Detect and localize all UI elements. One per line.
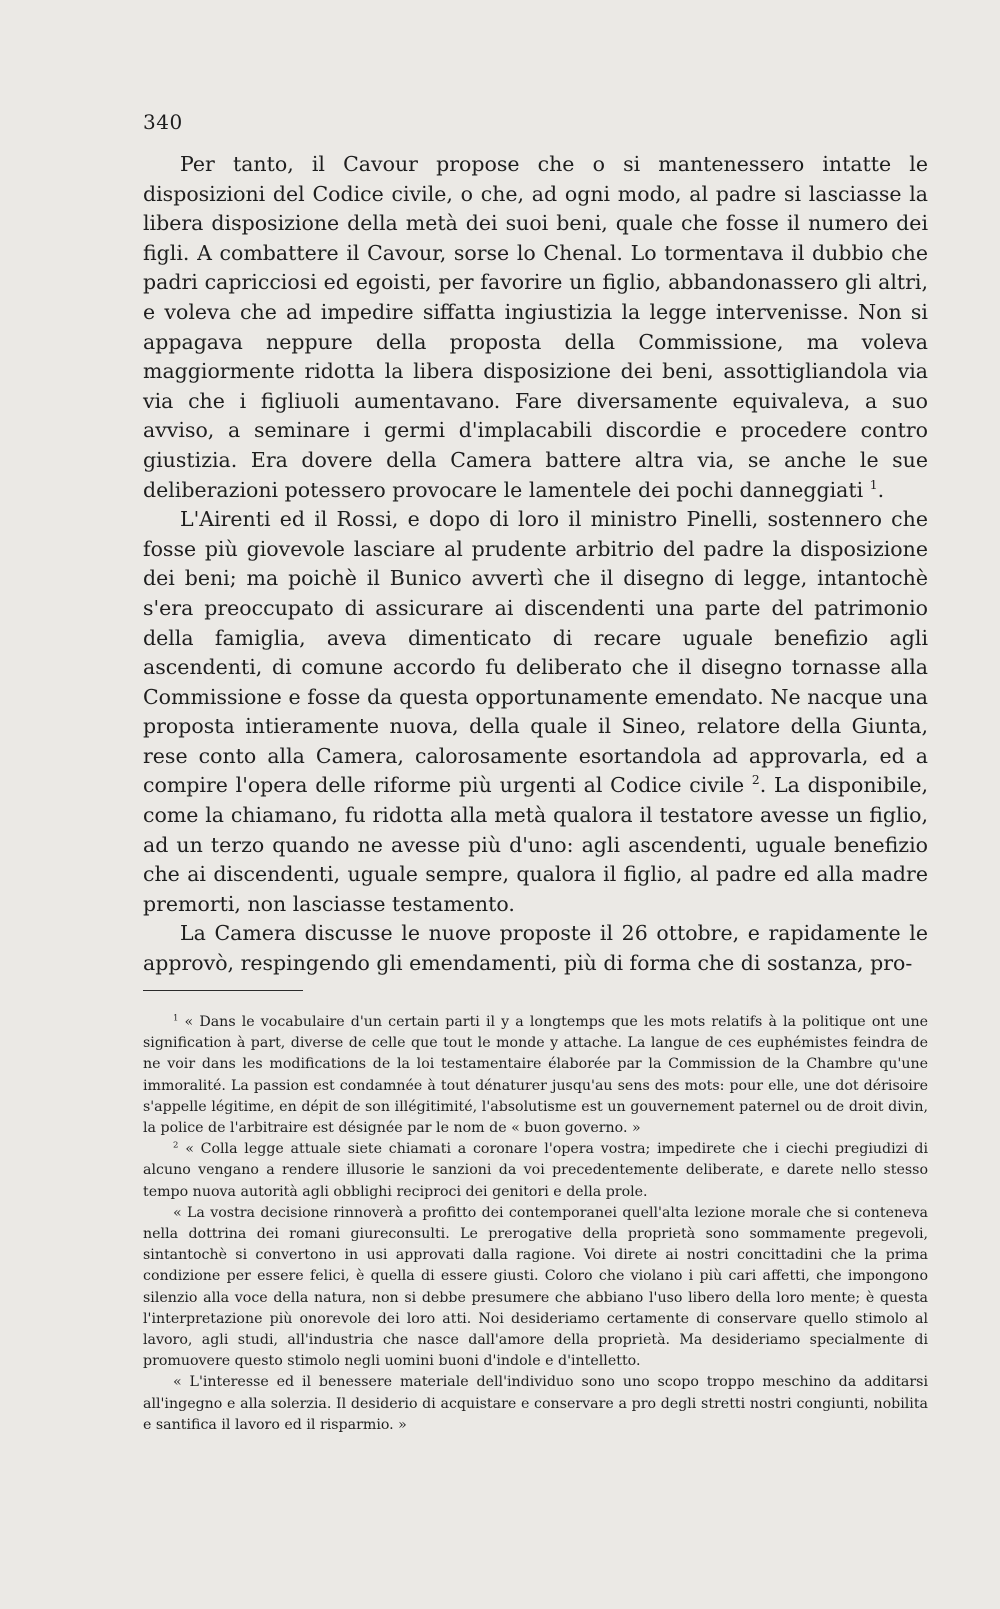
paragraph-text: Per tanto, il Cavour propose che o si mantenessero intatte le disposizioni del Codice civile, o che, ad ogni modo, al padre si lasciasse la libera disposizione della metà dei suoi beni, quale che fosse il numero dei figli. A combattere il Cavour, sorse lo Chenal. Lo tormentava il dubbio che padri capricciosi ed egoisti, per favorire un figlio, abbandonassero gli altri, e voleva che ad impedire siffatta ingiustizia la legge intervenisse. Non si appagava neppure della proposta della Commissione, ma voleva maggiormente ridotta la libera disposizione dei beni, assottigliandola via via che i figliuoli aumentavano. Fare diversamente equivaleva, a suo avviso, a seminare i germi d'implacabili discordie e procedere contro giustizia. Era dovere della Camera battere altra via, se anche le sue deliberazioni potessero provocare le lamentele dei pochi danneggiati [143, 152, 928, 502]
paragraph-1: Per tanto, il Cavour propose che o si mantenessero intatte le disposizioni del Codice civile, o che, ad ogni modo, al padre si lasciasse la libera disposizione della metà dei suoi beni, quale che fosse il numero dei figli. A combattere il Cavour, sorse lo Chenal. Lo tormentava il dubbio che padri capricciosi ed egoisti, per favorire un figlio, abbandonassero gli altri, e voleva che ad impedire siffatta ingiustizia la legge intervenisse. Non si appagava neppure della proposta della Commissione, ma voleva maggiormente ridotta la libera disposizione dei beni, assottigliandola via via che i figliuoli aumentavano. Fare diversamente equivaleva, a suo avviso, a seminare i germi d'implacabili discordie e procedere contro giustizia. Era dovere della Camera battere altra via, se anche le sue deliberazioni potessero provocare le lamentele dei pochi danneggiati $^1$. [143, 152, 928, 502]
footnote-2-continued [143, 1372, 928, 1436]
paragraph-text: L'Airenti ed il Rossi, e dopo di loro il ministro Pinelli, sostennero che fosse più giovevole lasciare al prudente arbitrio del padre la disposizione dei beni; ma poichè il Bunico avvertì che il disegno di legge, intantochè s'era preoccupato di assicurare ai discendenti una parte del patrimonio della famiglia, aveva dimenticato di recare uguale benefizio agli ascendenti, di comune accordo fu deliberato che il disegno tornasse alla Commissione e fosse da questa opportunamente emendato. Ne nacque una proposta intieramente nuova, della quale il Sineo, relatore della Giunta, rese conto alla Camera, calorosamente esortandola ad approvarla, ed a compire l'opera delle riforme più urgenti al Codice civile [143, 507, 928, 798]
paragraph-text: La Camera discusse le nuove proposte il 26 ottobre, e rapidamente le approvò, respingendo gli emendamenti, più di forma che di sostanza, pro- [143, 921, 928, 976]
footnote-text: « L'interesse ed il benessere materiale dell'individuo sono uno scopo troppo meschino da additarsi all'ingegno e alla solerzia. Il desiderio di acquistare e conservare a pro degli stretti nostri congiunti, nobilita e santifica il lavoro ed il risparmio. » [143, 1374, 928, 1433]
footnote-text: « La vostra decisione rinnoverà a profitto dei contemporanei quell'alta lezione morale che si conteneva nella dottrina dei romani giureconsulti. Le prerogative della proprietà sono sommamente pregevoli, sintantochè si convertono in usi approvati dalla ragione. Voi direte ai nostri concittadini che la prima condizione per essere felici, è quella di essere giusti. Coloro che violano i più cari affetti, che impongono silenzio alla voce della natura, non si debbe presumere che abbiano l'uso libero della loro mente; è questa l'interpretazione più onorevole dei loro atti. Noi desideriamo certamente di conservare quello stimolo al lavoro, agli studi, all'industria che nasce dall'amore della proprietà. Ma desideriamo specialmente di promuovere questo stimolo negli uomini buoni d'indole e d'intelletto. [143, 1204, 928, 1370]
footnote-2-continued [143, 1203, 928, 1373]
footnote-ref-1: 1 [869, 477, 878, 492]
footnote-1 [143, 1012, 928, 1139]
footnotes [143, 1012, 928, 1436]
footnote-marker: 1 [173, 1013, 179, 1024]
paragraph-3 [143, 919, 928, 978]
footnote-divider [143, 990, 303, 991]
footnote-ref-2: 2 [751, 773, 760, 788]
paragraph-text-continued: La disponibile, come la chiamano, fu ridotta alla metà qualora il testatore avesse un figlio, ad un terzo quando ne avesse più d'uno: agli ascendenti, uguale benefizio che ai discendenti, uguale sempre, qualora il figlio, al padre ed alla madre premorti, non lasciasse testamento. [143, 773, 928, 916]
footnote-text: « Dans le vocabulaire d'un certain parti il y a longtemps que les mots relatifs à la politique ont une signification à part, diverse de celle que tout le monde y attache. La langue de ces euphémistes feindra de ne voir dans les modifications de la loi testamentaire élaborée par la Commission de la Chambre qu'une immoralité. La passion est condamnée à tout dénaturer jusqu'au sens des mots: pour elle, une dot dérisoire s'appelle légitime, en dépit de son illégitimité, l'absolutisme est un gouvernement paternel ou de droit divin, la police de l'arbitraire est désignée par le nom de « buon governo. » [143, 1014, 928, 1137]
footnote-2 [143, 1139, 928, 1203]
page-number: 340 [143, 110, 183, 134]
footnote-text: « Colla legge attuale siete chiamati a coronare l'opera vostra; impedirete che i ciechi pregiudizi di alcuno vengano a rendere illusorie le sanzioni da voi precedentemente deliberate, e darete nello stesso tempo nuova autorità agli obblighi reciproci dei genitori e della prole. [143, 1141, 928, 1200]
paragraph-2: L'Airenti ed il Rossi, e dopo di loro il ministro Pinelli, sostennero che fosse più giovevole lasciare al prudente arbitrio del padre la disposizione dei beni; ma poichè il Bunico avvertì che il disegno di legge, intantochè s'era preoccupato di assicurare ai discendenti una parte del patrimonio della famiglia, aveva dimenticato di recare uguale benefizio agli ascendenti, di comune accordo fu deliberato che il disegno tornasse alla Commissione e fosse da questa opportunamente emendato. Ne nacque una proposta intieramente nuova, della quale il Sineo, relatore della Giunta, rese conto alla Camera, calorosamente esortandola ad approvarla, ed a compire l'opera delle riforme più urgenti al Codice civile $^2$. La disponibile, come la chiamano, fu ridotta alla metà qualora il testatore avesse un figlio, ad un terzo quando ne avesse più d'uno: agli ascendenti, uguale benefizio che ai discendenti, uguale sempre, qualora il figlio, al padre ed alla madre premorti, non lasciasse testamento. [143, 507, 928, 916]
main-text [143, 150, 928, 979]
footnote-marker: 2 [173, 1140, 179, 1151]
